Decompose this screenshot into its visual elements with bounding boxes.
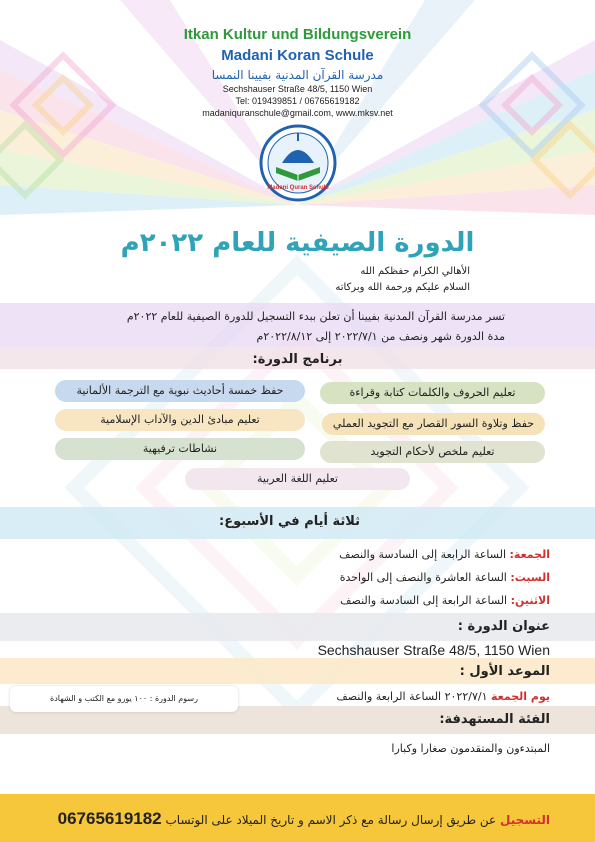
- registration-phone: 06765619182: [57, 809, 162, 828]
- fee-text: رسوم الدورة : ١٠٠ يورو مع الكتب و الشهادة: [50, 694, 198, 703]
- schedule-day: الاثنين:: [510, 594, 550, 607]
- school-name: Madani Koran Schule: [221, 47, 374, 64]
- schedule-row-monday: [340, 594, 550, 607]
- school-contact: madaniquranschule@gmail.com, www.mksv.net: [202, 108, 393, 118]
- schedule-time: الساعة الرابعة إلى السادسة والنصف: [340, 594, 508, 607]
- program-item: حفظ وتلاوة السور القصار مع التجويد العملي: [322, 413, 545, 435]
- program-item: حفظ خمسة أحاديث نبوية مع الترجمة الألمانية: [55, 380, 305, 402]
- org-name: Itkan Kultur und Bildungsverein: [183, 26, 412, 43]
- audience-text: المبتدءون والمتقدمون صغارا وكبارا: [391, 742, 550, 755]
- announcement-line-1: تسر مدرسة القرآن المدنية بفيينا أن تعلن ببدء التسجيل للدورة الصيفية للعام ٢٠٢٢م: [126, 310, 505, 323]
- program-item: تعليم مبادئ الدين والآداب الإسلامية: [55, 409, 305, 431]
- school-address: Sechshauser Straße 48/5, 1150 Wien: [222, 84, 373, 94]
- registration-row: [58, 809, 550, 829]
- program-item: تعليم الحروف والكلمات كتابة وقراءة: [320, 382, 545, 404]
- announcement-line-2: مدة الدورة شهر ونصف من ٢٠٢٢/٧/١ إلى ٢٠٢٢/٨/١٢م: [256, 330, 505, 343]
- school-logo: [258, 123, 338, 203]
- first-date-details: ٢٠٢٢/٧/١ الساعة الرابعة والنصف: [336, 690, 488, 703]
- program-item: تعليم اللغة العربية: [185, 468, 410, 490]
- schedule-row-saturday: [340, 571, 550, 584]
- location-heading: عنوان الدورة :: [457, 619, 550, 634]
- page-title: الدورة الصيفية للعام ٢٠٢٢م: [120, 228, 475, 258]
- audience-heading: الفئة المستهدفة:: [439, 712, 550, 727]
- location-address: Sechshauser Straße 48/5, 1150 Wien: [317, 642, 550, 658]
- schedule-row-friday: [339, 548, 550, 561]
- registration-label: التسجيل: [500, 813, 550, 827]
- first-date-day: يوم الجمعة: [490, 690, 550, 703]
- program-item: نشاطات ترفيهية: [55, 438, 305, 460]
- fee-box: [10, 686, 238, 712]
- greeting-line-2: السلام عليكم ورحمة الله وبركاته: [335, 282, 470, 293]
- schedule-heading: ثلاثة أيام في الأسبوع:: [219, 514, 360, 529]
- schedule-time: الساعة العاشرة والنصف إلى الواحدة: [339, 571, 507, 584]
- greeting-line-1: الأهالي الكرام حفظكم الله: [360, 266, 470, 277]
- schedule-day: السبت:: [510, 571, 550, 584]
- program-heading: برنامج الدورة:: [252, 352, 343, 367]
- school-name-arabic: مدرسة القرآن المدنية بفيينا النمسا: [211, 68, 384, 82]
- book-dome-icon: [258, 123, 338, 203]
- schedule-time: الساعة الرابعة إلى السادسة والنصف: [339, 548, 507, 561]
- school-phone: Tel: 019439851 / 06765619182: [235, 96, 360, 106]
- logo-text: Madani Quran Schule: [267, 185, 329, 191]
- registration-text: عن طريق إرسال رسالة مع ذكر الاسم و تاريخ الميلاد على الوتساب: [165, 813, 497, 827]
- first-date-heading: الموعد الأول :: [459, 664, 550, 679]
- program-item: تعليم ملخص لأحكام التجويد: [320, 441, 545, 463]
- first-date-row: [336, 690, 550, 703]
- schedule-day: الجمعة:: [509, 548, 550, 561]
